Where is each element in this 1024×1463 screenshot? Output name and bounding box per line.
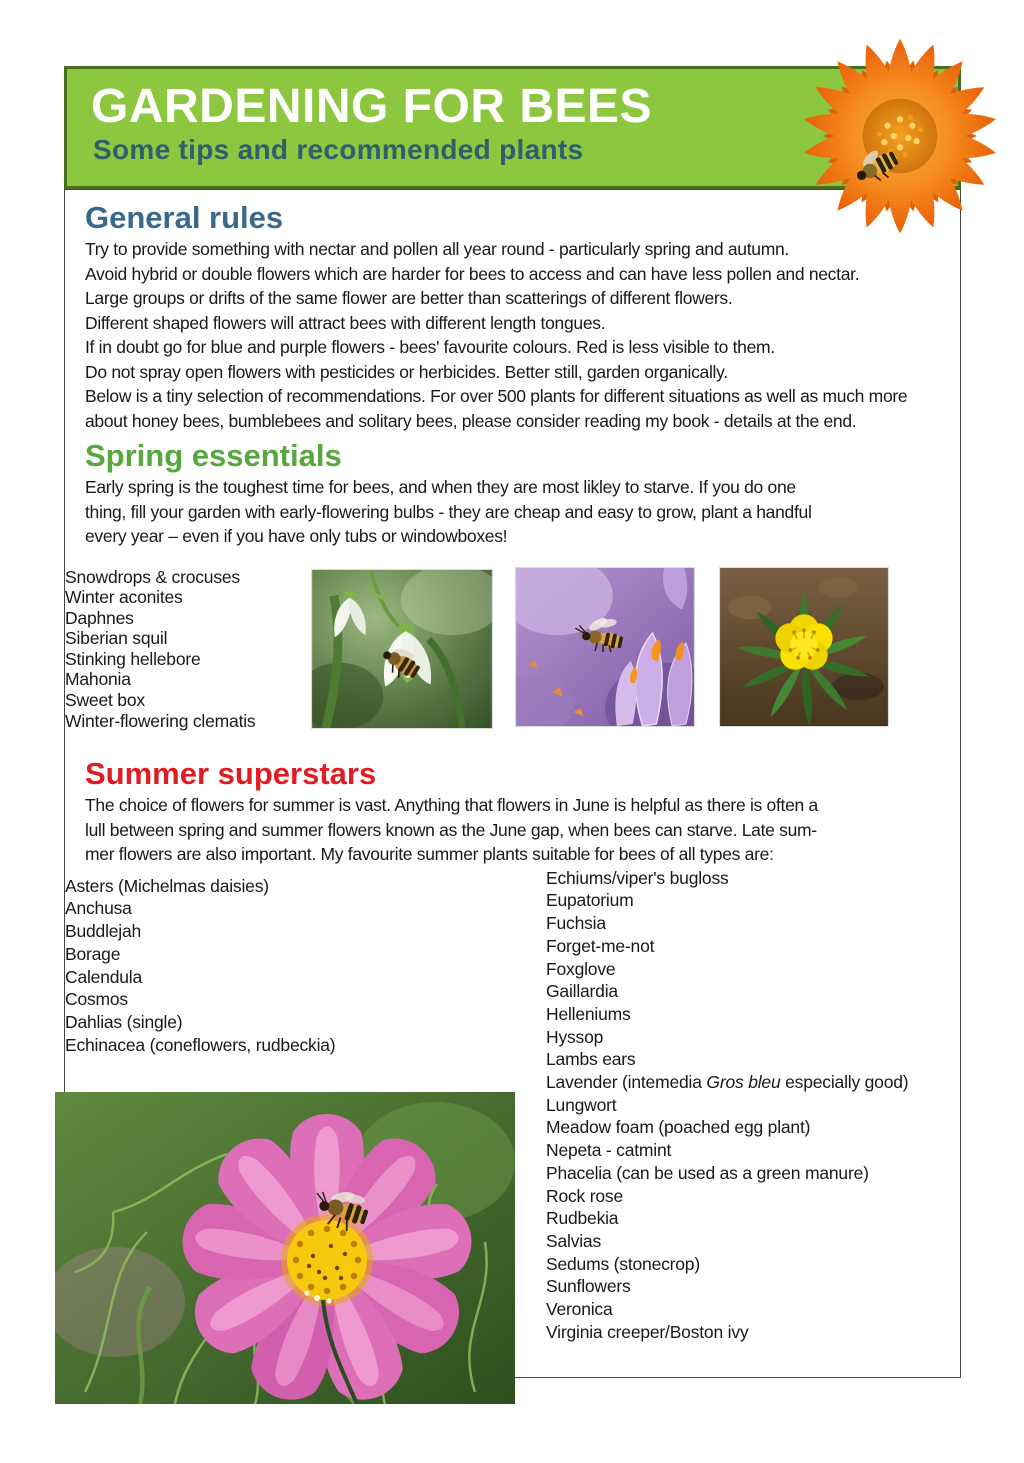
list-item: Sweet box: [65, 690, 145, 711]
list-item: Rock rose: [546, 1185, 623, 1206]
list-item: Virginia creeper/Boston ivy: [546, 1321, 749, 1342]
list-item: lull between spring and summer flowers known as the June gap, when bees can starve. Late sum-: [85, 819, 817, 840]
list-item: Phacelia (can be used as a green manure): [546, 1162, 869, 1183]
list-item: Echiums/viper's bugloss: [546, 867, 729, 888]
list-item: Winter-flowering clematis: [65, 710, 256, 731]
list-item: Winter aconites: [65, 587, 183, 608]
list-item: Rudbekia: [546, 1208, 619, 1229]
list-item: every year – even if you have only tubs or windowboxes!: [85, 526, 508, 546]
list-item: Below is a tiny selection of recommendations. For over 500 plants for different situations as well as much more: [85, 386, 908, 406]
list-item: Lambs ears: [546, 1049, 636, 1070]
list-item: If in doubt go for blue and purple flowers - bees' favourite colours. Red is less visible to them.: [85, 337, 775, 357]
snowdrops-bee-photo: [311, 569, 493, 729]
list-item: Echinacea (coneflowers, rudbeckia): [65, 1034, 336, 1055]
general-rules-text: [85, 237, 960, 384]
list-item: about honey bees, bumblebees and solitary bees, please consider reading my book - details at the end.: [85, 410, 857, 431]
list-item: Snowdrops & crocuses: [65, 566, 240, 587]
general-rules-heading: General rules: [85, 200, 284, 235]
summer-plant-columns: [65, 867, 960, 1342]
summer-paragraph: [85, 793, 960, 867]
list-item: Avoid hybrid or double flowers which are harder for bees to access and can have less pollen and nectar.: [85, 263, 860, 284]
list-item: Calendula: [65, 966, 143, 987]
list-item: Veronica: [546, 1299, 613, 1320]
list-item: Cosmos: [65, 989, 128, 1010]
list-item: Do not spray open flowers with pesticides or herbicides. Better still, garden organically.: [85, 361, 728, 382]
list-item: Fuchsia: [546, 913, 606, 934]
list-item: thing, fill your garden with early-flowering bulbs - they are cheap and easy to grow, plant a handful: [85, 501, 812, 522]
list-item: Borage: [65, 943, 121, 964]
list-item: The choice of flowers for summer is vast. Anything that flowers in June is helpful as there is often a: [85, 795, 818, 816]
list-item: Sunflowers: [546, 1276, 631, 1297]
page-subtitle: Some tips and recommended plants: [93, 134, 584, 165]
list-item: Hyssop: [546, 1026, 604, 1047]
list-item: Different shaped flowers will attract bees with different length tongues.: [85, 312, 606, 333]
orange-flower-bee-photo: [786, 20, 1014, 252]
list-item: Meadow foam (poached egg plant): [546, 1117, 811, 1138]
list-item: Large groups or drifts of the same flower are better than scatterings of different flowers.: [85, 288, 733, 308]
summer-superstars-heading: Summer superstars: [85, 756, 377, 792]
list-item: Anchusa: [65, 898, 132, 919]
list-item: Mahonia: [65, 669, 131, 690]
list-item: Foxglove: [546, 958, 616, 979]
crocus-bee-photo: [515, 567, 695, 727]
summer-plant-list-left: [65, 875, 495, 1057]
page-title: GARDENING FOR BEES: [91, 80, 653, 133]
spring-plant-list: [65, 567, 311, 732]
spring-essentials-heading: Spring essentials: [85, 438, 342, 473]
list-item: Stinking hellebore: [65, 648, 201, 669]
spring-paragraph: [85, 475, 960, 549]
list-item: Early spring is the toughest time for bees, and when they are most likley to starve. If you do one: [85, 477, 796, 497]
list-item: mer flowers are also important. My favourite summer plants suitable for bees of all types are:: [85, 844, 774, 865]
summer-plant-list-right: [546, 867, 908, 1344]
list-item: Dahlias (single): [65, 1011, 183, 1032]
list-item: Eupatorium: [546, 890, 634, 911]
cosmos-bee-photo: [55, 1092, 515, 1404]
list-item: Helleniums: [546, 1003, 631, 1024]
list-item: Daphnes: [65, 607, 134, 628]
winter-aconite-photo: [719, 567, 889, 727]
list-item: Try to provide something with nectar and pollen all year round - particularly spring and autumn.: [85, 239, 789, 259]
list-item: Lungwort: [546, 1094, 617, 1115]
recommendations-paragraph: [85, 384, 960, 433]
list-item: Buddlejah: [65, 921, 142, 942]
list-item: Nepeta - catmint: [546, 1140, 672, 1161]
list-item: Gaillardia: [546, 981, 618, 1002]
list-item: Asters (Michelmas daisies): [65, 875, 269, 896]
list-item: Forget-me-not: [546, 935, 655, 956]
list-item: Sedums (stonecrop): [546, 1253, 700, 1274]
spring-plants-row: [65, 567, 960, 732]
list-item: Siberian squil: [65, 628, 168, 649]
list-item: Lavender (intemedia Gros bleu especially good): [546, 1072, 909, 1093]
list-item: Salvias: [546, 1231, 602, 1251]
